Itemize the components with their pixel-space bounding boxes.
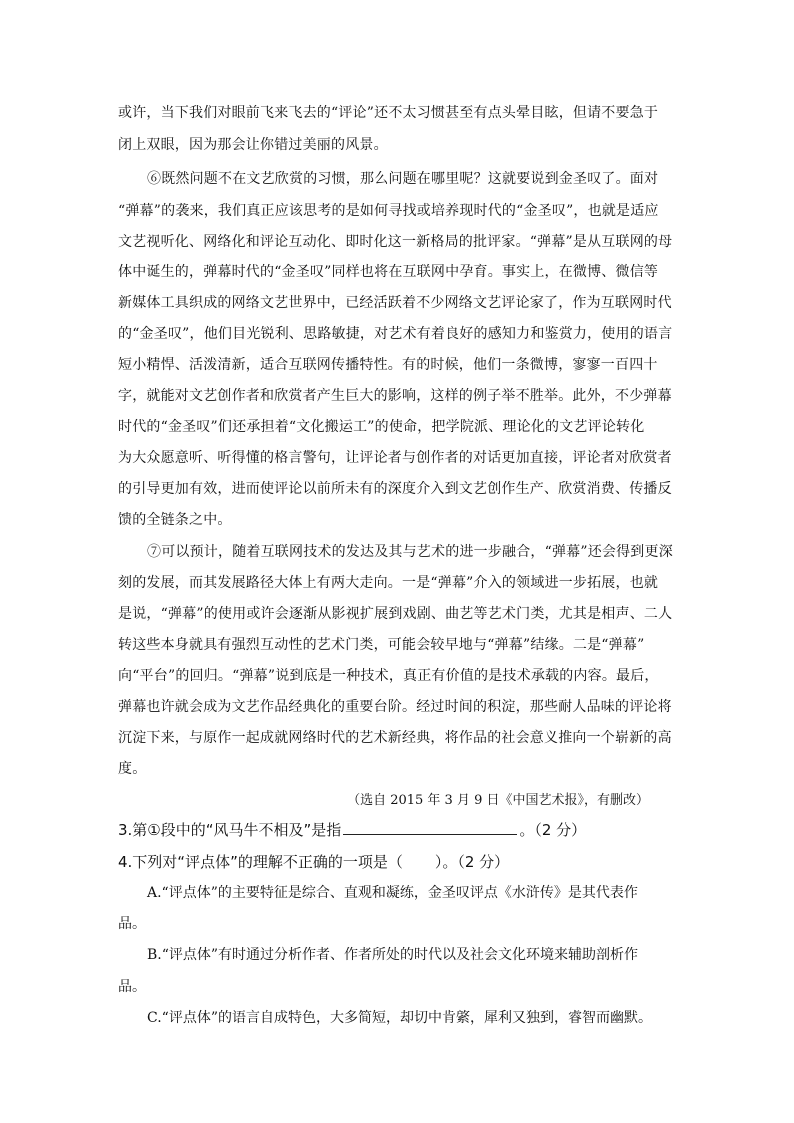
- question-3-points: 。（2 分）: [519, 821, 587, 839]
- question-4: [118, 852, 509, 872]
- passage-line: 字，就能对文艺创作者和欣赏者产生巨大的影响，这样的例子举不胜举。此外，不少弹幕: [118, 388, 672, 404]
- passage-line: 的引导更加有效，进而使评论以前所未有的深度介入到文艺创作生产、欣赏消费、传播反: [118, 481, 672, 497]
- passage-line: 刻的发展，而其发展路径大体上有两大走向。一是“弹幕”介入的领域进一步拓展，也就: [118, 575, 659, 591]
- passage-line: 转这些本身就具有强烈互动性的艺术门类，可能会较早地与“弹幕”结缘。二是“弹幕”: [118, 637, 645, 653]
- passage-line: “弹幕”的袭来，我们真正应该思考的是如何寻找或培养现时代的“金圣叹”，也就是适应: [118, 203, 659, 219]
- passage-line: 沉淀下来，与原作一起成就网络时代的艺术新经典，将作品的社会意义推向一个崭新的高: [118, 730, 672, 746]
- passage-line: 或许，当下我们对眼前飞来飞去的“评论”还不太习惯甚至有点头晕目眩，但请不要急于: [118, 105, 659, 121]
- question-3: [118, 820, 586, 840]
- passage-line: 的“金圣叹”，他们目光锐利、思路敏捷，对艺术有着良好的感知力和鉴赏力，使用的语言: [118, 326, 673, 342]
- option-a-cont: 品。: [118, 916, 146, 932]
- question-4-points: ）。（2 分）: [434, 853, 510, 871]
- option-a: A.“评点体”的主要特征是综合、直观和凝练，金圣叹评点《水浒传》是其代表作: [147, 885, 638, 901]
- passage-line: 度。: [118, 761, 147, 777]
- passage-line: 为大众愿意听、听得懂的格言警句，让评论者与创作者的对话更加直接，评论者对欣赏者: [118, 450, 672, 466]
- passage-line: 是说，“弹幕”的使用或许会逐渐从影视扩展到戏剧、曲艺等艺术门类，尤其是相声、二人: [118, 606, 673, 622]
- passage-line: 馈的全链条之中。: [118, 512, 232, 528]
- paragraph-7-start: ⑦可以预计，随着互联网技术的发达及其与艺术的进一步融合，“弹幕”还会得到更深: [147, 544, 673, 560]
- passage-line: 短小精悍、活泼清新，适合互联网传播特性。有的时候，他们一条微博，寥寥一百四十: [118, 357, 658, 373]
- passage-line: 文艺视听化、网络化和评论互动化、即时化这一新格局的批评家。“弹幕”是从互联网的母: [118, 234, 673, 250]
- option-b-cont: 品。: [118, 979, 146, 995]
- option-b: B.“评点体”有时通过分析作者、作者所处的时代以及社会文化环境来辅助剖析作: [147, 947, 639, 963]
- passage-line: 向“平台”的回归。“弹幕”说到底是一种技术，真正有价值的是技术承载的内容。最后，: [118, 668, 659, 684]
- source-citation: （选自 2015 年 3 月 9 日《中国艺术报》，有删改）: [347, 793, 649, 808]
- question-4-text: 4.下列对“评点体”的理解不正确的一项是（: [118, 853, 403, 871]
- passage-line: 弹幕也许就会成为文艺作品经典化的重要台阶。经过时间的积淀，那些耐人品味的评论将: [118, 699, 672, 715]
- passage-line: 新媒体工具织成的网络文艺世界中，已经活跃着不少网络文艺评论家了，作为互联网时代: [118, 295, 672, 311]
- option-c: C.“评点体”的语言自成特色，大多简短，却切中肯綮，犀利又独到，睿智而幽默。: [147, 1010, 652, 1026]
- passage-line: 时代的“金圣叹”们还承担着“文化搬运工”的使命，把学院派、理论化的文艺评论转化: [118, 419, 645, 435]
- passage-line: 体中诞生的，弹幕时代的“金圣叹”同样也将在互联网中孕育。事实上，在微博、微信等: [118, 264, 659, 280]
- question-3-text: 3.第①段中的“风马牛不相及”是指: [118, 821, 342, 839]
- paragraph-6-start: ⑥既然问题不在文艺欣赏的习惯，那么问题在哪里呢？这就要说到金圣叹了。面对: [147, 171, 659, 187]
- passage-line: 闭上双眼，因为那会让你错过美丽的风景。: [118, 137, 388, 153]
- answer-blank[interactable]: [343, 822, 517, 835]
